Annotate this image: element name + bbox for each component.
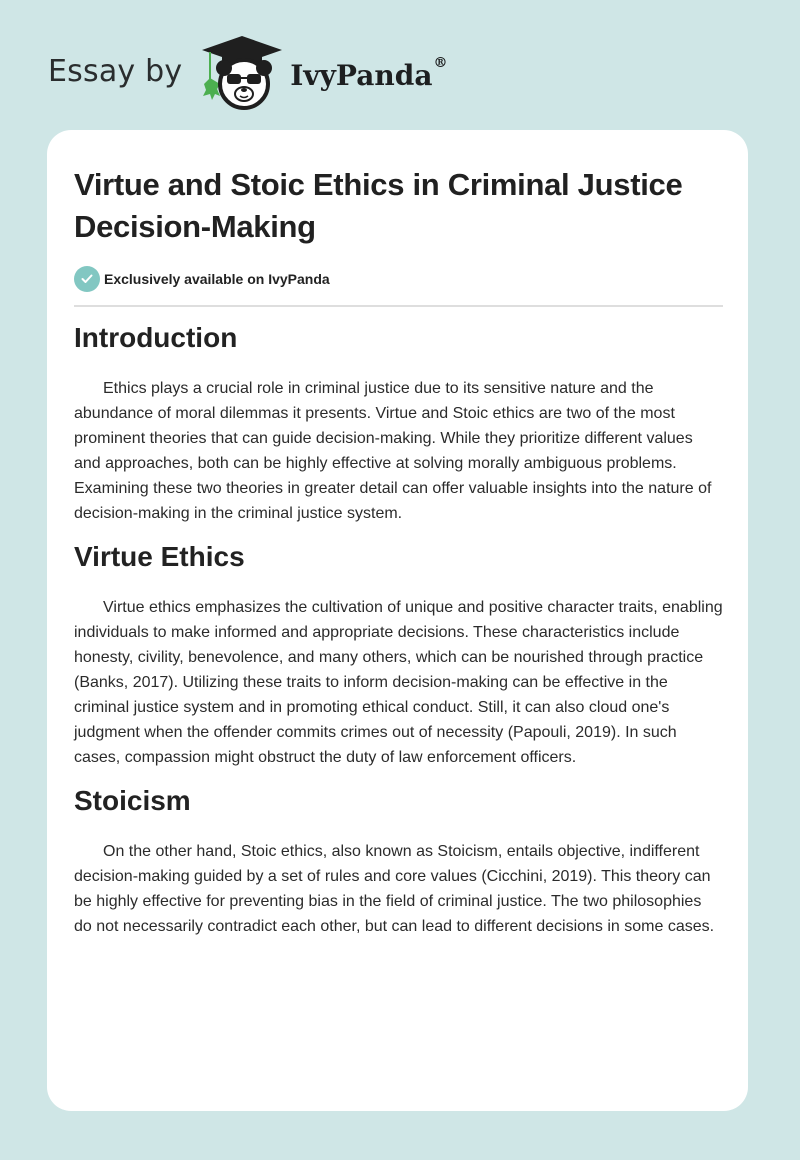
check-circle-icon xyxy=(74,266,100,292)
site-header xyxy=(48,34,447,110)
essay-by-label: Essay by xyxy=(48,53,183,89)
essay-title: Virtue and Stoic Ethics in Criminal Justice Decision-Making xyxy=(74,167,683,244)
section-heading: Introduction xyxy=(74,322,238,353)
section-heading: Stoicism xyxy=(74,785,191,816)
panda-graduate-logo-icon[interactable] xyxy=(200,34,284,110)
registered-mark: ® xyxy=(433,54,448,71)
exclusive-label: Exclusively available on IvyPanda xyxy=(104,271,330,287)
essay-card xyxy=(47,130,748,1111)
essay-content xyxy=(74,164,723,939)
section-virtue-ethics xyxy=(74,539,723,770)
section-heading: Virtue Ethics xyxy=(74,541,245,572)
title-divider xyxy=(74,305,723,307)
brand-text: IvyPanda xyxy=(290,58,433,92)
exclusive-badge xyxy=(74,265,723,293)
section-introduction xyxy=(74,320,723,526)
section-paragraph: On the other hand, Stoic ethics, also known as Stoicism, entails objective, indifferent decision-making guided by a set of rules and core values (Cicchini, 2019). This theory can be highly effective for preventing bias in the field of criminal justice. The two philosophies do not necessarily contradict each other, but can lead to different decisions in some cases. xyxy=(74,843,715,935)
section-paragraph: Virtue ethics emphasizes the cultivation of unique and positive character traits, enabling individuals to make informed and appropriate decisions. These characteristics include honesty, civility, benevolence, and many others, which can be nourished through practice (Banks, 2017). Utilizing these traits to inform decision-making can be effective in the criminal justice system and in promoting ethical conduct. Still, it can also cloud one's judgment when the offender commits crimes out of necessity (Papouli, 2019). In such cases, compassion might obstruct the duty of law enforcement officers. xyxy=(74,599,723,766)
brand-name[interactable] xyxy=(290,54,448,92)
section-stoicism xyxy=(74,783,723,939)
section-paragraph: Ethics plays a crucial role in criminal justice due to its sensitive nature and the abundance of moral dilemmas it presents. Virtue and Stoic ethics are two of the most prominent theories that can guide decision-making. While they prioritize different values and approaches, both can be highly effective at solving morally ambiguous problems. Examining these two theories in greater detail can offer valuable insights into the nature of decision-making in the criminal justice system. xyxy=(74,380,712,522)
